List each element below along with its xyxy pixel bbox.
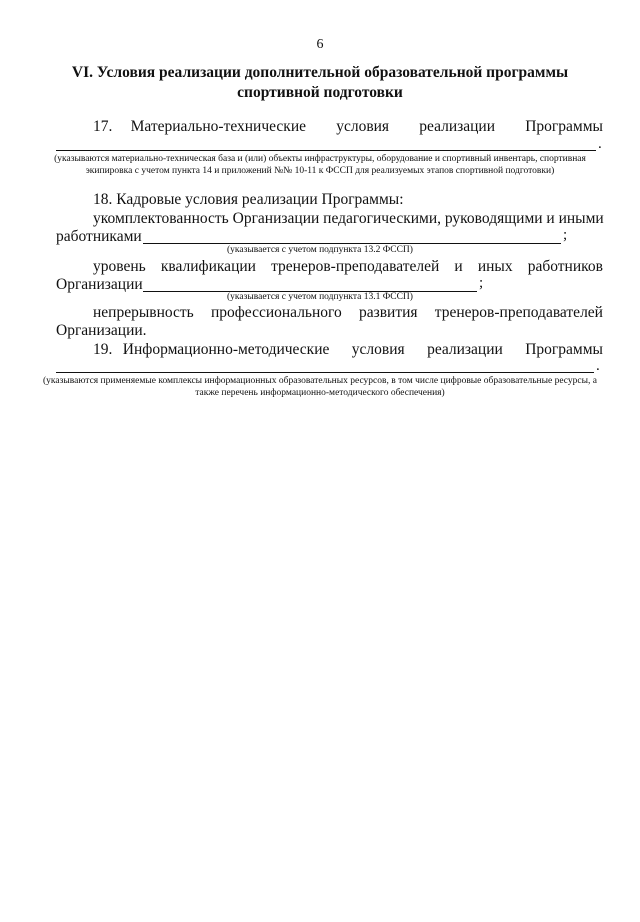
section-heading-line-2: спортивной подготовки	[237, 84, 403, 101]
item-17-end-mark: .	[598, 136, 602, 152]
item-19-fill-line	[56, 372, 594, 373]
staffing-note: (указывается с учетом подпункта 13.2 ФССП)	[227, 245, 413, 255]
item-17-word: условия	[336, 118, 390, 135]
item-19-end-mark: .	[596, 358, 600, 374]
item-19-word: Программы	[525, 341, 603, 358]
qualification-word: квалификации	[160, 258, 256, 275]
item-17-line	[93, 118, 603, 136]
staffing-line-2-start: работниками	[56, 228, 142, 245]
development-word: непрерывность	[93, 304, 194, 321]
staffing-fill-line	[143, 243, 561, 244]
development-line-2: Организации.	[56, 322, 147, 339]
qualification-note: (указывается с учетом подпункта 13.1 ФССП)	[227, 292, 413, 302]
item-17-word: реализации	[419, 118, 496, 135]
item-19-word: условия	[351, 341, 405, 358]
development-word: развития	[358, 304, 418, 321]
item-17-number: 17.	[93, 118, 113, 135]
item-19-note: (указываются применяемые комплексы информационных образовательных ресурсов, в том числе цифровые образовательные ресурсы, а также перечень информационно-методического обеспечения)	[43, 376, 597, 398]
development-word: профессионального	[210, 304, 342, 321]
item-18-title: 18. Кадровые условия реализации Программы:	[93, 191, 404, 208]
item-19-line	[93, 341, 603, 359]
item-17-word: Материально-технические	[130, 118, 306, 135]
item-17-note: (указываются материально-техническая база и (или) объекты инфраструктуры, оборудование и спортивный инвентарь, спортивная экипировка с учетом пункта 14 и приложений №№ 10-11 к ФССП для реализуемых этапов спортивной подготовки)	[54, 154, 586, 176]
item-19-word: реализации	[427, 341, 503, 358]
qualification-end-mark: ;	[479, 275, 484, 291]
item-19-number: 19.	[93, 341, 113, 358]
qualification-word: работников	[527, 258, 603, 275]
item-17-word: Программы	[525, 118, 603, 135]
development-line-1	[93, 304, 603, 322]
section-heading-line-1: VI. Условия реализации дополнительной образовательной программы	[71, 64, 569, 81]
qualification-word: тренеров-преподавателей	[271, 258, 440, 275]
staffing-line-1: укомплектованность Организации педагогическими, руководящими и иными	[93, 210, 604, 227]
qualification-line-1	[93, 258, 603, 276]
item-19-word: Информационно-методические	[122, 341, 330, 358]
qualification-word: уровень	[93, 258, 146, 275]
item-17-fill-line	[56, 150, 596, 151]
qualification-word: иных	[477, 258, 513, 275]
page-number: 6	[316, 37, 324, 52]
qualification-line-2-start: Организации	[56, 276, 143, 293]
development-word: тренеров-преподавателей	[434, 304, 603, 321]
qualification-word: и	[454, 258, 463, 275]
staffing-end-mark: ;	[563, 227, 568, 243]
